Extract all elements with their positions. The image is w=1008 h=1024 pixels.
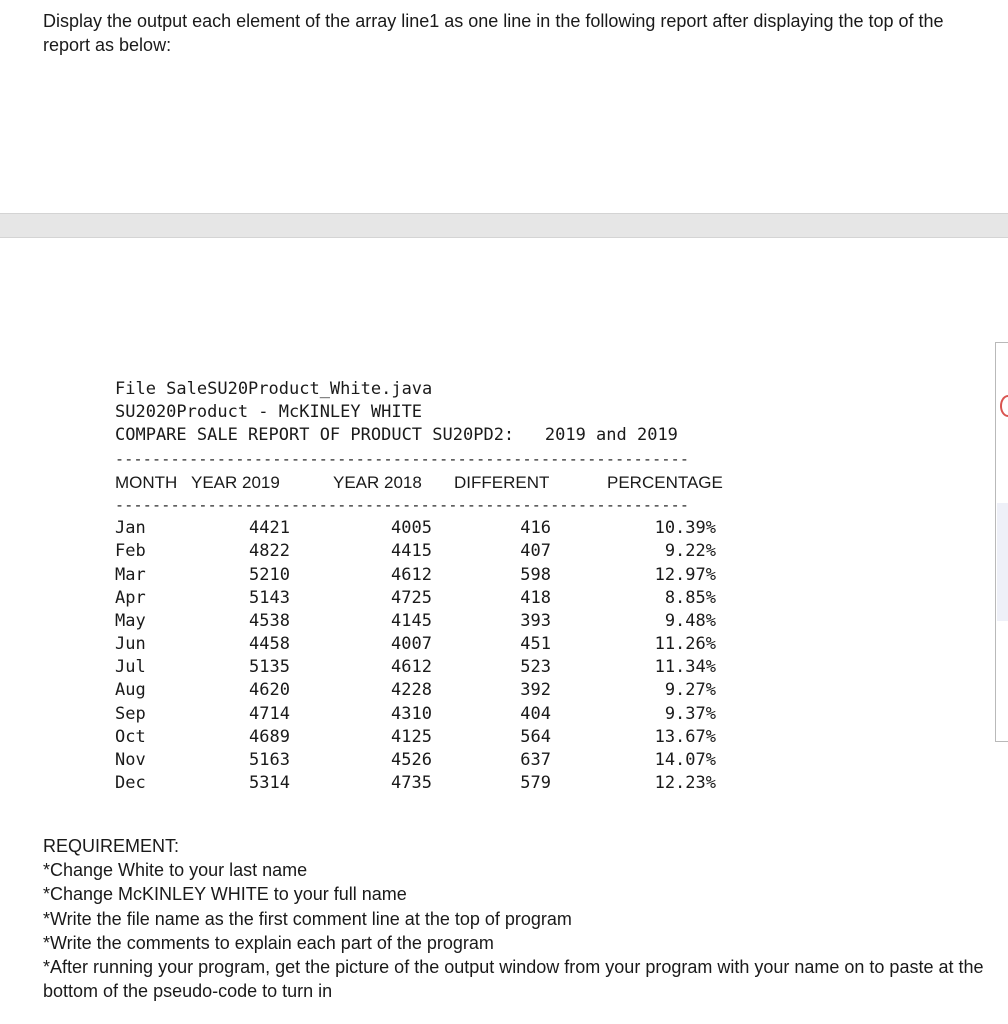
row-month: Mar: [115, 564, 146, 585]
requirement-item: *Write the comments to explain each part of the program: [43, 932, 494, 953]
row-year-2019: 4620: [249, 680, 290, 701]
row-month: Nov: [115, 750, 146, 770]
row-year-2019: 4538: [249, 610, 290, 631]
row-different: 564: [520, 726, 551, 747]
row-different: 451: [520, 634, 551, 655]
requirement-item: *Change White to your last name: [43, 860, 308, 881]
row-month: Jun: [115, 634, 146, 655]
row-year-2018: 4228: [391, 680, 432, 701]
row-year-2018: 4005: [391, 518, 432, 539]
row-different: 404: [520, 703, 551, 724]
table-row: [115, 564, 716, 587]
report-separator-bottom: --------------------------------------------------------------: [115, 495, 690, 514]
row-month: Jan: [115, 518, 146, 539]
header-year-2018: YEAR 2018: [333, 472, 422, 492]
table-row: [115, 772, 716, 795]
row-month: Sep: [115, 703, 146, 724]
side-panel-tab: [997, 503, 1008, 621]
row-year-2019: 4822: [249, 541, 290, 562]
header-different: DIFFERENT: [454, 472, 550, 492]
report-product-line: SU2020Product - McKINLEY WHITE: [115, 402, 423, 423]
row-year-2018: 4612: [391, 657, 432, 678]
instruction-paragraph: Display the output each element of the array line1 as one line in the following report after displaying the top of the report as below:: [43, 11, 944, 55]
row-percentage: 11.34%: [654, 657, 716, 678]
row-year-2018: 4415: [391, 541, 432, 562]
row-year-2019: 4689: [249, 726, 290, 747]
row-percentage: 12.23%: [654, 773, 716, 794]
row-percentage: 14.07%: [654, 750, 716, 770]
row-percentage: 9.48%: [664, 610, 716, 631]
row-different: 393: [520, 610, 551, 631]
row-year-2018: 4145: [391, 610, 432, 631]
requirement-item: *Change McKINLEY WHITE to your full name: [43, 884, 407, 905]
report-file-line: File SaleSU20Product_White.java: [115, 379, 433, 399]
requirements-section: [43, 834, 988, 1003]
table-row: [115, 749, 716, 772]
row-year-2018: 4725: [391, 587, 432, 608]
row-month: Apr: [115, 587, 146, 608]
row-percentage: 11.26%: [654, 634, 716, 655]
row-percentage: 9.22%: [664, 541, 716, 562]
row-percentage: 8.85%: [664, 587, 716, 608]
row-month: Jul: [115, 657, 146, 678]
annotation-mark-icon: [1000, 395, 1008, 417]
row-month: Aug: [115, 680, 146, 701]
report-separator-top: --------------------------------------------------------------: [115, 449, 690, 468]
table-row: [115, 656, 716, 679]
table-row: [115, 517, 716, 540]
row-year-2018: 4125: [391, 726, 432, 747]
row-different: 418: [520, 587, 551, 608]
page-separator-band: [0, 213, 1008, 238]
table-row: [115, 679, 716, 702]
row-different: 637: [520, 750, 551, 770]
row-percentage: 9.27%: [664, 680, 716, 701]
requirements-heading: REQUIREMENT:: [43, 836, 180, 856]
table-row: [115, 610, 716, 633]
row-year-2018: 4007: [391, 634, 432, 655]
row-percentage: 12.97%: [654, 564, 716, 585]
side-panel: [995, 342, 1008, 742]
row-percentage: 13.67%: [654, 726, 716, 747]
row-different: 392: [520, 680, 551, 701]
row-percentage: 9.37%: [664, 703, 716, 724]
table-row: [115, 587, 716, 610]
row-different: 407: [520, 541, 551, 562]
row-year-2019: 4458: [249, 634, 290, 655]
header-year-2019: YEAR 2019: [191, 472, 280, 492]
row-month: Feb: [115, 541, 146, 562]
row-month: Oct: [115, 726, 146, 747]
row-different: 523: [520, 657, 551, 678]
header-percentage: PERCENTAGE: [607, 472, 723, 492]
requirement-item: *After running your program, get the picture of the output window from your program with your name on to paste at the bottom of the pseudo-code to turn in: [43, 957, 984, 1002]
table-row: [115, 726, 716, 749]
report-header-row: [115, 471, 723, 494]
row-year-2018: 4735: [391, 773, 432, 794]
row-month: Dec: [115, 773, 146, 794]
row-different: 579: [520, 773, 551, 794]
row-year-2019: 5314: [249, 773, 290, 794]
report-rows: [115, 517, 716, 795]
requirement-item: *Write the file name as the first comment line at the top of program: [43, 908, 572, 929]
row-year-2019: 5163: [249, 750, 290, 770]
row-year-2019: 4421: [249, 518, 290, 539]
report-compare-line: COMPARE SALE REPORT OF PRODUCT SU20PD2: 2019 and 2019: [115, 425, 678, 446]
row-year-2018: 4310: [391, 703, 432, 724]
table-row: [115, 540, 716, 563]
row-different: 416: [520, 518, 551, 539]
row-month: May: [115, 610, 146, 631]
row-year-2019: 5135: [249, 657, 290, 678]
header-month: MONTH: [115, 472, 178, 492]
row-year-2019: 5143: [249, 587, 290, 608]
row-year-2019: 5210: [249, 564, 290, 585]
row-different: 598: [520, 564, 551, 585]
row-year-2018: 4612: [391, 564, 432, 585]
table-row: [115, 703, 716, 726]
table-row: [115, 633, 716, 656]
report-output: [115, 378, 723, 795]
row-year-2019: 4714: [249, 703, 290, 724]
row-percentage: 10.39%: [654, 518, 716, 539]
row-year-2018: 4526: [391, 750, 432, 770]
